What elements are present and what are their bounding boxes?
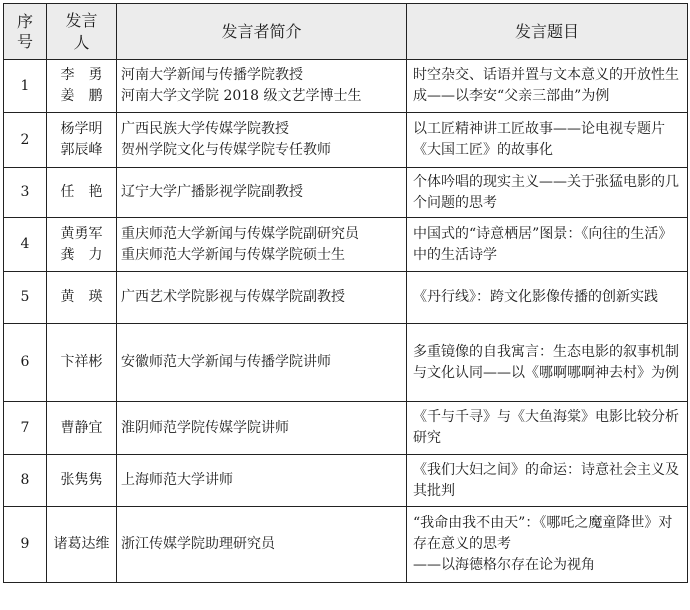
row-topic: 多重镜像的自我寓言：生态电影的叙事机制与文化认同——以《哪啊哪啊神去村》为例 <box>407 324 688 402</box>
row-index: 8 <box>4 455 47 507</box>
row-intro: 淮阴师范学院传媒学院讲师 <box>117 402 407 455</box>
row-intro: 浙江传媒学院助理研究员 <box>117 507 407 583</box>
row-index: 5 <box>4 272 47 324</box>
row-speakers: 黄 瑛 <box>47 272 117 324</box>
table-row <box>4 402 688 455</box>
row-index: 9 <box>4 507 47 583</box>
row-intro: 重庆师范大学新闻与传媒学院副研究员 重庆师范大学新闻与传媒学院硕士生 <box>117 218 407 272</box>
table-row <box>4 455 688 507</box>
row-topic: “我命由我不由天”：《哪吒之魔童降世》对存在意义的思考 ——以海德格尔存在论为视角 <box>407 507 688 583</box>
row-intro: 上海师范大学讲师 <box>117 455 407 507</box>
table-row <box>4 218 688 272</box>
header-index: 序 号 <box>4 4 47 60</box>
row-intro: 安徽师范大学新闻与传播学院讲师 <box>117 324 407 402</box>
row-index: 7 <box>4 402 47 455</box>
row-speakers: 曹静宜 <box>47 402 117 455</box>
row-topic: 中国式的“诗意栖居”图景：《向往的生活》中的生活诗学 <box>407 218 688 272</box>
schedule-table-wrapper <box>3 3 688 583</box>
row-index: 6 <box>4 324 47 402</box>
row-speakers: 李 勇 姜 鹏 <box>47 60 117 113</box>
row-index: 1 <box>4 60 47 113</box>
row-speakers: 诸葛达维 <box>47 507 117 583</box>
row-index: 3 <box>4 168 47 218</box>
row-intro: 广西艺术学院影视与传媒学院副教授 <box>117 272 407 324</box>
table-row <box>4 507 688 583</box>
row-topic: 个体吟唱的现实主义——关于张猛电影的几个问题的思考 <box>407 168 688 218</box>
row-topic: 《千与千寻》与《大鱼海棠》电影比较分析研究 <box>407 402 688 455</box>
row-topic: 《我们大妇之间》的命运：诗意社会主义及其批判 <box>407 455 688 507</box>
table-row <box>4 324 688 402</box>
row-topic: 《丹行线》：跨文化影像传播的创新实践 <box>407 272 688 324</box>
row-speakers: 黄勇军 龚 力 <box>47 218 117 272</box>
row-topic: 以工匠精神讲工匠故事——论电视专题片《大国工匠》的故事化 <box>407 113 688 168</box>
header-topic: 发言题目 <box>407 4 688 60</box>
row-intro: 广西民族大学传媒学院教授 贺州学院文化与传媒学院专任教师 <box>117 113 407 168</box>
table-row <box>4 272 688 324</box>
row-intro: 辽宁大学广播影视学院副教授 <box>117 168 407 218</box>
table-row <box>4 168 688 218</box>
table-row <box>4 113 688 168</box>
row-speakers: 张隽隽 <box>47 455 117 507</box>
row-intro: 河南大学新闻与传播学院教授 河南大学文学院 2018 级文艺学博士生 <box>117 60 407 113</box>
table-header-row <box>4 4 688 60</box>
row-speakers: 卞祥彬 <box>47 324 117 402</box>
speaker-schedule-table <box>3 3 688 583</box>
row-index: 2 <box>4 113 47 168</box>
row-index: 4 <box>4 218 47 272</box>
header-intro: 发言者简介 <box>117 4 407 60</box>
row-speakers: 任 艳 <box>47 168 117 218</box>
row-speakers: 杨学明 郭辰峰 <box>47 113 117 168</box>
table-row <box>4 60 688 113</box>
row-topic: 时空杂交、话语并置与文本意义的开放性生成——以李安“父亲三部曲”为例 <box>407 60 688 113</box>
header-speaker: 发言 人 <box>47 4 117 60</box>
